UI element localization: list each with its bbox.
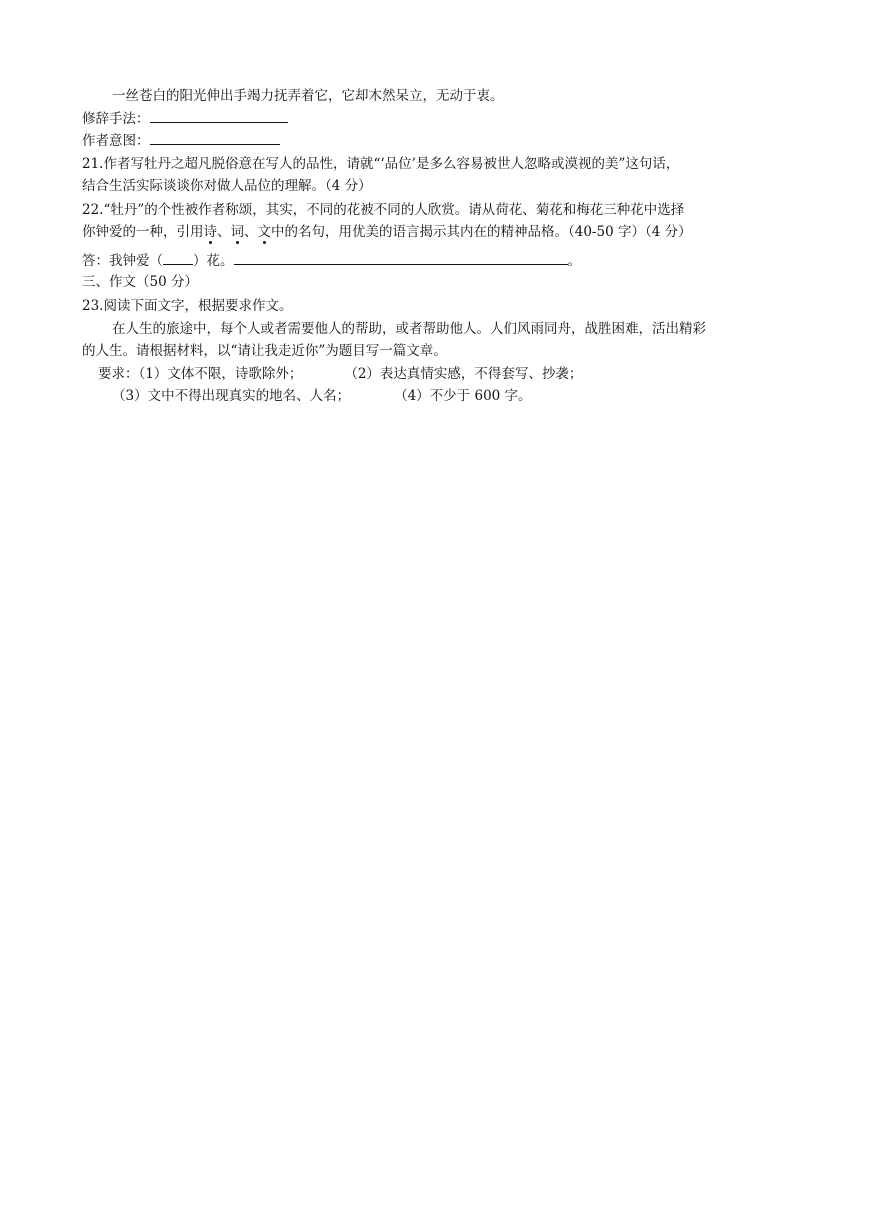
- emphasis-char-ci: 词: [230, 224, 244, 240]
- question-21-line-2: 结合生活实际谈谈你对做人品位的理解。（4 分）: [82, 178, 372, 194]
- requirements-line-2: [112, 386, 532, 406]
- quote-sentence: 一丝苍白的阳光伸出手竭力抚弄着它，它却木然呆立，无动于衷。: [112, 88, 504, 104]
- question-21-line-1: 21.作者写牡丹之超凡脱俗意在写人的品性，请就“‘品位’是多么容易被世人忽略或漠视的美”这句话，: [82, 156, 680, 172]
- intent-answer-blank[interactable]: [150, 130, 280, 145]
- requirements-label: 要求：: [98, 366, 139, 382]
- answer-blank[interactable]: [234, 250, 568, 265]
- answer-mid: ）花。: [193, 253, 234, 269]
- requirement-3: （3）文中不得出现真实的地名、人名；: [112, 388, 351, 404]
- answer-line: [82, 250, 581, 271]
- question-23-title: 23.阅读下面文字，根据要求作文。: [82, 298, 293, 314]
- emphasis-char-shi: 诗: [203, 224, 217, 240]
- section-three-heading: 三、作文（50 分）: [82, 274, 198, 290]
- q22-text-b: 中的名句，用优美的语言揭示其内在的精神品格。（40-50 字）（4 分）: [271, 224, 692, 240]
- q22-sep-2: 、: [244, 224, 258, 240]
- answer-end: 。: [567, 253, 581, 269]
- flower-choice-blank[interactable]: [163, 250, 193, 265]
- question-22-line-1: 22.“牡丹”的个性被作者称颂，其实，不同的花被不同的人欣赏。请从荷花、菊花和梅花三种花中选择: [82, 202, 685, 218]
- intent-question: [82, 130, 280, 151]
- requirement-2: （2）表达真情实感，不得套写、抄袭；: [344, 366, 583, 382]
- emphasis-char-wen: 文: [257, 224, 271, 240]
- requirements-line-1: [98, 364, 582, 384]
- intent-label: 作者意图：: [82, 133, 150, 149]
- rhetoric-answer-blank[interactable]: [150, 108, 288, 123]
- requirement-4: （4）不少于 600 字。: [394, 388, 532, 404]
- rhetoric-label: 修辞手法：: [82, 111, 150, 127]
- requirement-1: （1）文体不限，诗歌除外；: [138, 366, 303, 382]
- q22-text-a: 你钟爱的一种，引用: [82, 224, 204, 240]
- q22-sep-1: 、: [217, 224, 231, 240]
- question-23-para-1: 在人生的旅途中，每个人或者需要他人的帮助，或者帮助他人。人们风雨同舟，战胜困难，活出精彩: [112, 321, 706, 337]
- question-23-para-2: 的人生。请根据材料，以“请让我走近你”为题目写一篇文章。: [82, 343, 447, 359]
- rhetoric-question: [82, 108, 288, 129]
- question-22-line-2: [82, 222, 692, 242]
- answer-prefix: 答：我钟爱（: [82, 253, 163, 269]
